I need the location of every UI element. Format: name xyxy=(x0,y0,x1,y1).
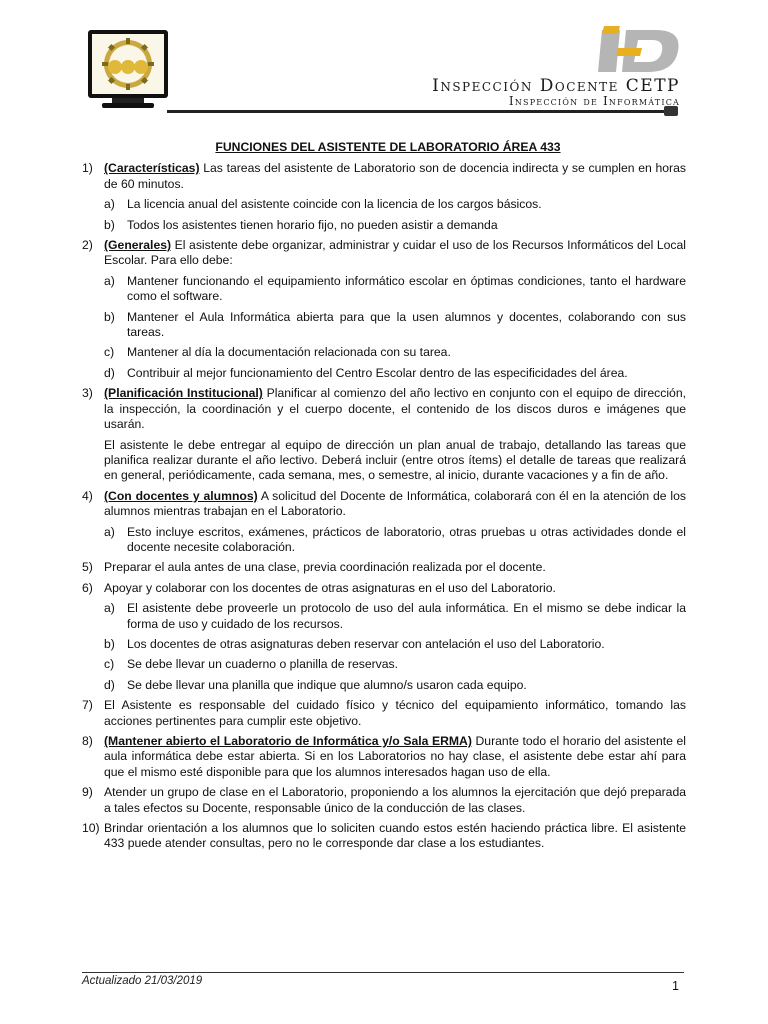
sub-item-text: Se debe llevar un cuaderno o planilla de reservas. xyxy=(127,657,399,672)
item-keyword: (Generales) xyxy=(104,238,172,253)
document-title: FUNCIONES DEL ASISTENTE DE LABORATORIO ÁREA 433 xyxy=(215,140,561,154)
item-keyword: (Mantener abierto el Laboratorio de Informática y/o Sala ERMA) xyxy=(104,734,472,748)
sub-item-letter: a) xyxy=(104,524,115,539)
item-text: Durante todo el horario del asistente el aula informática debe estar abierta. Si en los Laboratorios no hay clase, el asistente debe estar ahí para que el mismo esté disponible para que los alumnos interesados hagan uso de ella. xyxy=(104,734,687,779)
footer-divider xyxy=(82,972,684,973)
sub-item-letter: d) xyxy=(104,365,115,380)
sub-item xyxy=(82,197,686,212)
item-number: 9) xyxy=(82,785,93,800)
item-number: 5) xyxy=(82,560,93,575)
item-number: 1) xyxy=(82,161,93,176)
item-keyword: (Con docentes y alumnos) xyxy=(104,488,258,503)
sub-item-text: Mantener al día la documentación relacionada con su tarea. xyxy=(127,345,451,360)
sub-item-letter: a) xyxy=(104,197,115,212)
list-item xyxy=(82,698,686,729)
item-keyword: (Características) xyxy=(104,161,200,176)
sub-item-text: Contribuir al mejor funcionamiento del Centro Escolar dentro de las especificidades del área. xyxy=(127,365,628,380)
sub-item-letter: c) xyxy=(104,345,115,360)
list-item xyxy=(82,560,686,575)
item-keyword: (Planificación Institucional) xyxy=(104,386,263,401)
gear-emblem-icon xyxy=(95,36,161,92)
item-text: Atender un grupo de clase en el Laboratorio, proponiendo a los alumnos la ejercitación que dejó preparada a tales efectos su Docente, responsable único de la conducción de las clases. xyxy=(104,785,686,815)
item-text: El Asistente es responsable del cuidado físico y técnico del equipamiento informático, tomando las acciones pertinentes para cumplir este objetivo. xyxy=(104,698,686,728)
sub-item xyxy=(82,601,686,632)
sub-item-text: El asistente debe proveerle un protocolo de uso del aula informática. En el mismo se debe indicar la forma de uso y cuidado de los recursos. xyxy=(127,601,686,631)
sub-item xyxy=(82,310,686,341)
item-text: A solicitud del Docente de Informática, colaborará con él en la atención de los alumnos mientras trabajan en el Laboratorio. xyxy=(104,488,686,519)
list-item xyxy=(82,386,686,432)
item-number: 6) xyxy=(82,580,93,595)
monitor-cable xyxy=(167,110,677,113)
sub-item-text: Mantener funcionando el equipamiento informático escolar en óptimas condiciones, tanto el hardware como el software. xyxy=(127,273,686,304)
list-item xyxy=(82,821,686,852)
sub-item xyxy=(82,274,686,305)
list-item xyxy=(82,238,686,269)
item-text: Preparar el aula antes de una clase, previa coordinación realizada por el docente. xyxy=(104,560,546,575)
org-title: Inspección Docente CETP xyxy=(432,76,680,96)
utu-emblem xyxy=(92,34,164,94)
sub-item xyxy=(82,678,686,693)
sub-item-letter: a) xyxy=(104,601,115,616)
sub-item xyxy=(82,218,686,233)
item-number: 10) xyxy=(82,821,100,836)
list-item xyxy=(82,581,686,596)
item-text: El asistente debe organizar, administrar y cuidar el uso de los Recursos Informáticos del Local Escolar. Para ello debe: xyxy=(104,238,686,268)
sub-item-letter: b) xyxy=(104,636,115,651)
sub-item xyxy=(82,366,686,381)
item-number: 7) xyxy=(82,698,93,713)
org-subtitle: Inspección de Informática xyxy=(508,94,680,108)
sub-item-text: Se debe llevar una planilla que indique que alumno/s usaron cada equipo. xyxy=(127,677,527,692)
sub-item xyxy=(82,657,686,672)
sub-item xyxy=(82,637,686,652)
item-list xyxy=(82,161,686,851)
sub-item-text: La licencia anual del asistente coincide con la licencia de los cargos básicos. xyxy=(127,197,542,212)
item-text: Las tareas del asistente de Laboratorio son de docencia indirecta y se cumplen en horas de 60 minutos. xyxy=(104,161,686,191)
monitor-screen xyxy=(88,30,168,98)
utu-monitor-logo xyxy=(88,30,168,108)
page-number: 1 xyxy=(672,979,679,993)
sub-item-text: Mantener el Aula Informática abierta para que la usen alumnos y docentes, colaborando con sus tareas. xyxy=(127,309,686,340)
list-item xyxy=(82,785,686,816)
id-brand-logo-icon xyxy=(598,26,684,76)
item-text: Apoyar y colaborar con los docentes de otras asignaturas en el uso del Laboratorio. xyxy=(104,580,556,595)
item-number: 8) xyxy=(82,734,93,748)
item-number: 4) xyxy=(82,488,93,503)
item-text: Brindar orientación a los alumnos que lo soliciten cuando estos estén haciendo práctica libre. El asistente 433 puede atender consultas, pero no le corresponde dar clase a los estudiantes. xyxy=(104,821,686,851)
list-item xyxy=(82,734,686,780)
item-number: 2) xyxy=(82,238,93,253)
sub-item xyxy=(82,525,686,556)
updated-date: Actualizado 21/03/2019 xyxy=(82,975,203,987)
sub-item-text: Esto incluye escritos, exámenes, prácticos de laboratorio, otras pruebas u otras actividades donde el docente necesite colaboración. xyxy=(127,524,686,554)
sub-item-text: Los docentes de otras asignaturas deben reservar con antelación el uso del Laboratorio. xyxy=(127,636,605,651)
sub-item-letter: b) xyxy=(104,309,115,324)
sub-item-letter: b) xyxy=(104,217,115,232)
list-item xyxy=(82,489,686,520)
sub-item-text: Todos los asistentes tienen horario fijo, no pueden asistir a demanda xyxy=(127,217,498,232)
item-number: 3) xyxy=(82,386,93,401)
item-text: Planificar al comienzo del año lectivo en conjunto con el equipo de dirección, la inspección, la coordinación y el cuerpo docente, el contenido de los discos duros e imágenes que usarán. xyxy=(104,386,686,432)
sub-item xyxy=(82,345,686,360)
item-paragraph: El asistente le debe entregar al equipo de dirección un plan anual de trabajo, detallando las tareas que planifica realizar durante el año lectivo. Deberá incluir (entre otros ítems) el detalle de tareas que realizará en general, periódicamente, cada semana, mes, o semestre, al inicio, durante vacaciones y a fin de año. xyxy=(104,437,686,483)
list-item xyxy=(82,161,686,192)
sub-item-letter: d) xyxy=(104,677,115,692)
document-body xyxy=(82,140,686,857)
sub-item-letter: a) xyxy=(104,273,115,288)
sub-item-letter: c) xyxy=(104,657,115,672)
